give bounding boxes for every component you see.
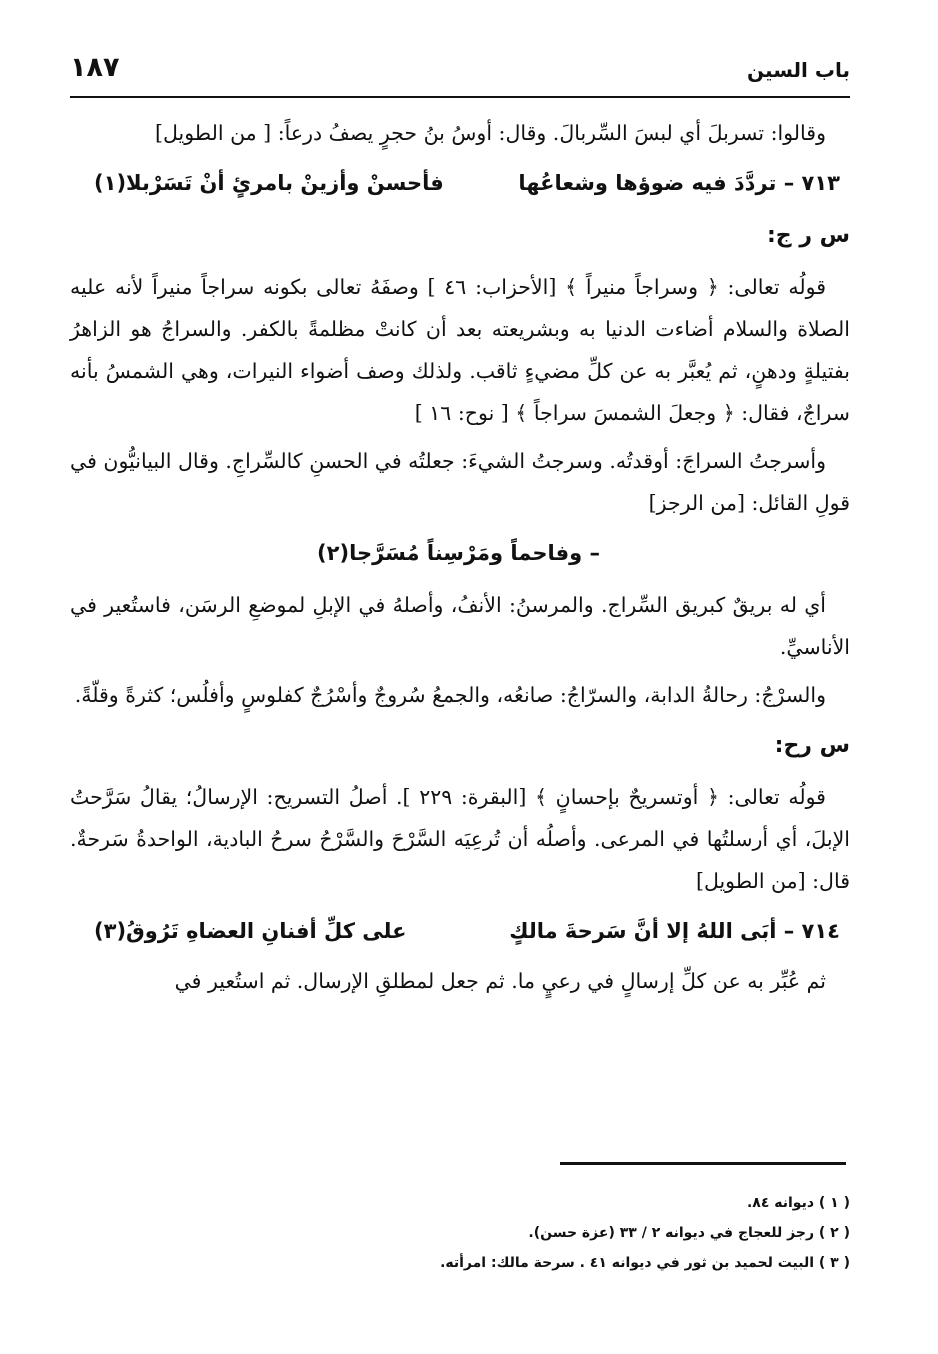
chapter-title: باب السين [747, 58, 850, 82]
verse-first-hemistich: ٧١٣ – تردَّدَ فيه ضوؤها وشعاعُها [518, 171, 840, 195]
verse-rajaz: – وفاحماً ومَرْسِناً مُسَرَّجا(٢) [317, 541, 600, 565]
verse-second-hemistich: فأحسنْ وأزينْ بامرئٍ أنْ تَسَرْبلا(١) [94, 171, 444, 195]
section-heading-srj: س ر ج: [767, 223, 850, 248]
footnote-1: ( ١ ) ديوانه ٨٤. [746, 1195, 850, 1211]
paragraph: أي له بريقٌ كبريق السِّراج. والمرسنُ: الأنفُ، وأصلهُ في الإبلِ لموضعِ الرسَن، فاستُعير في الأناسيِّ. [70, 593, 850, 659]
paragraph: وقالوا: تسربلَ أي لبسَ السِّربالَ. وقال: أوسُ بنُ حجرٍ يصفُ درعاً: [ من الطويل] [154, 121, 826, 145]
footnotes [70, 1188, 850, 1278]
footnote-2: ( ٢ ) رجز للعجاج في ديوانه ٢ / ٣٣ (عزة حسن). [528, 1225, 850, 1241]
paragraph: والسرْجُ: رحالةُ الدابة، والسرّاجُ: صانعُه، والجمعُ سُروجٌ وأسْرُجٌ كفلوسٍ وأفلُس؛ كثرةً وقلّةً. [74, 683, 826, 707]
main-text [70, 112, 850, 1008]
section-heading-srh: س رح: [774, 733, 850, 758]
verse-first-hemistich: ٧١٤ – أبَى اللهُ إلا أنَّ سَرحةَ مالكٍ [509, 919, 840, 943]
verse-second-hemistich: على كلِّ أفنانِ العضاهِ تَرُوقُ(٣) [94, 919, 407, 943]
paragraph: قولُه تعالى: ﴿ أوتسريحٌ بإحسانٍ ﴾ [البقرة: ٢٢٩ ]. أصلُ التسريح: الإرسالُ؛ يقالُ سَرَّحتُ الإبلَ، أي أرسلتُها في المرعى. وأصلُه أن تُرعِيَه السَّرْحَ والسَّرْحُ سرحُ البادية، الواحدةُ سَرحةٌ. قال: [من الطويل] [70, 785, 850, 893]
paragraph: وأسرجتُ السراجَ: أوقدتُه. وسرجتُ الشيءَ: جعلتُه في الحسنِ كالسِّراجِ. وقال البيانيُّون في قولِ القائل: [من الرجز] [70, 449, 850, 515]
paragraph: قولُه تعالى: ﴿ وسراجاً منيراً ﴾ [الأحزاب: ٤٦ ] وصفَهُ تعالى بكونه سراجاً منيراً لأنه عليه الصلاة والسلام أضاءت الدنيا به وبشريعته بعد أن كانتْ مظلمةً بالكفر. والسراجُ هو الزاهرُ بفتيلةٍ ودهنٍ، ثم يُعبَّر به عن كلِّ مضيءٍ ثاقب. ولذلك وصف أضواء النيرات، وهي الشمسُ بأنه سراجٌ، فقال: ﴿ وجعلَ الشمسَ سراجاً ﴾ [ نوح: ١٦ ] [70, 275, 850, 425]
page-header [70, 52, 850, 98]
paragraph: ثم عُبِّر به عن كلِّ إرسالٍ في رعيٍ ما. ثم جعل لمطلقِ الإرسال. ثم استُعير في [174, 969, 826, 993]
verse-714 [70, 908, 850, 954]
page-number: ١٨٧ [70, 52, 120, 83]
footnote-divider [560, 1162, 846, 1165]
footnote-3: ( ٣ ) البيت لحميد بن ثور في ديوانه ٤١ . سرحة مالك: امرأته. [440, 1255, 850, 1271]
verse-713 [70, 160, 850, 206]
